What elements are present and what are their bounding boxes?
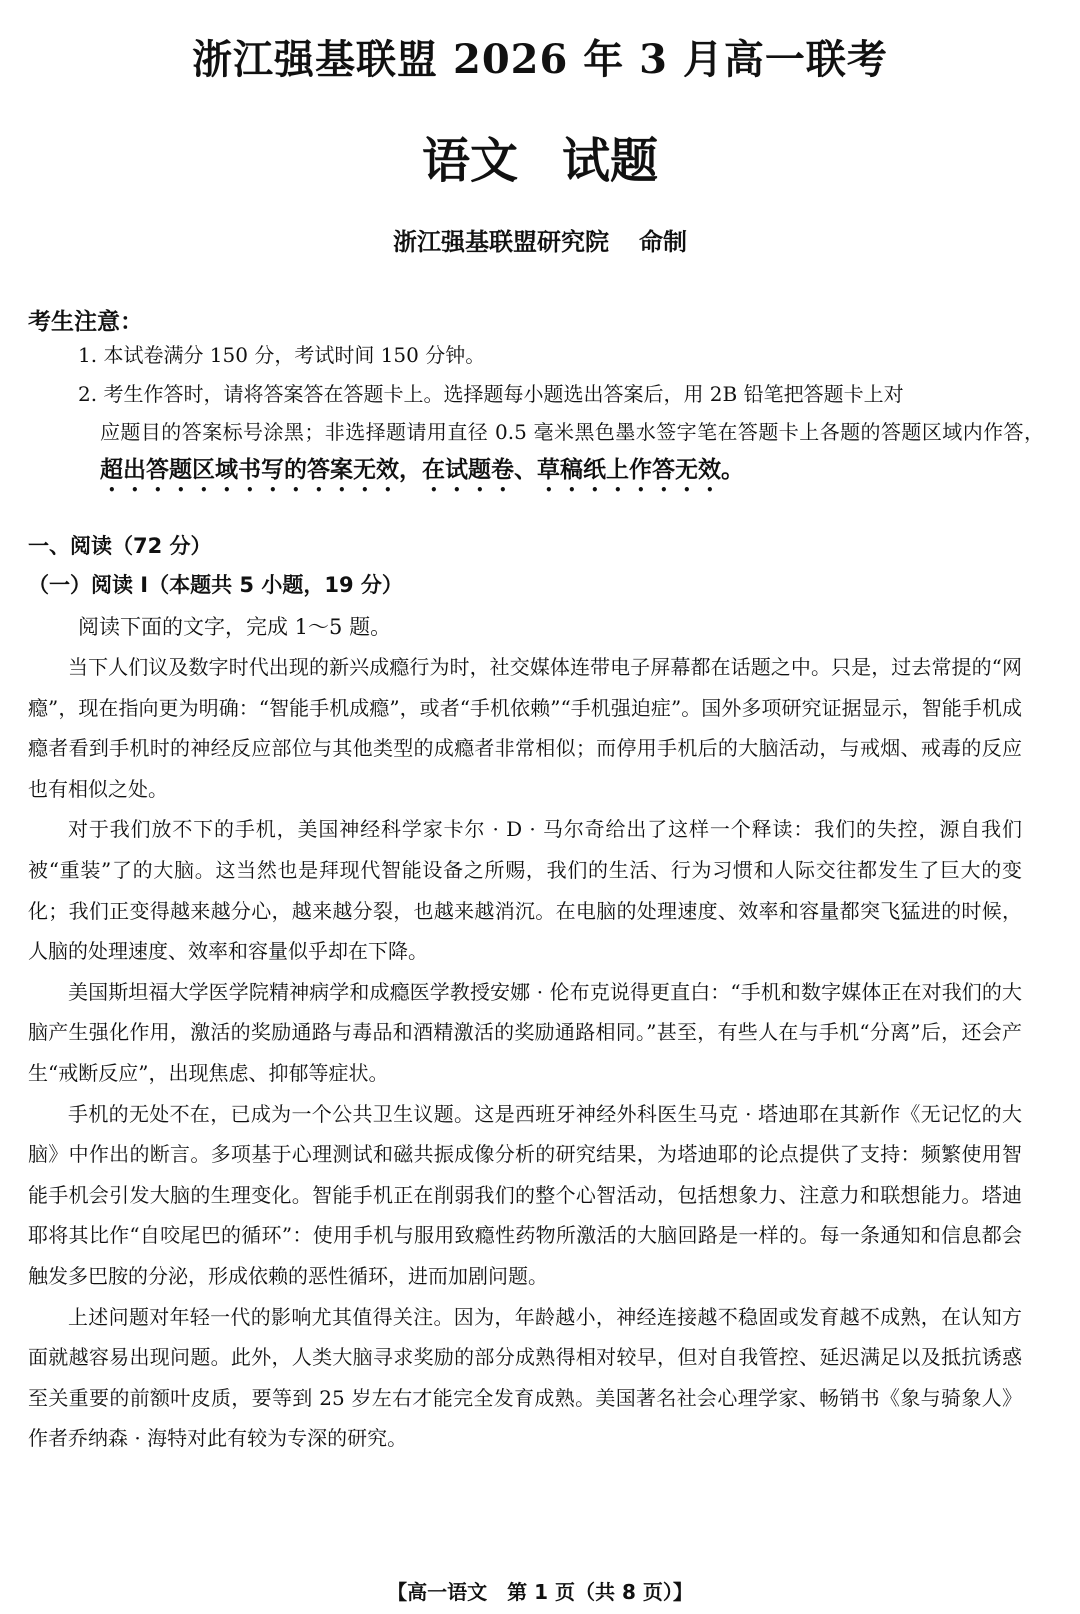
paper-label: 试题 (562, 133, 659, 189)
maker-line (0, 222, 1080, 257)
notice-emphasis: 超出答题区域书写的答案无效，在试题卷、草稿纸上作答无效。 (100, 457, 744, 483)
passage-paragraph: 上述问题对年轻一代的影响尤其值得关注。因为，年龄越小，神经连接越不稳固或发育越不成熟，在认知方面就越容易出现问题。此外，人类大脑寻求奖励的部分成熟得相对较早，但对自我管控、延迟满足以及抵抗诱惑至关重要的前额叶皮质，要等到 25 岁左右才能完全发育成熟。美国著名社会心理学家、畅销书《象与骑象人》作者乔纳森 · 海特对此有较为专深的研究。 (28, 1304, 1022, 1451)
exam-title: 浙江强基联盟 2026 年 3 月高一联考 (192, 36, 888, 83)
notice-item-1: 1. 本试卷满分 150 分，考试时间 150 分钟。 (78, 343, 486, 367)
notice-item-2 (78, 375, 1044, 497)
maker-role: 命制 (639, 228, 687, 256)
section-heading: 一、阅读（72 分） (28, 534, 212, 558)
passage-paragraph: 美国斯坦福大学医学院精神病学和成瘾医学教授安娜 · 伦布克说得更直白：“手机和数字媒体正在对我们的大脑产生强化作用，激活的奖励通路与毒品和酒精激活的奖励通路相同。”甚至，有些人在与手机“分离”后，还会产生“戒断反应”，出现焦虑、抑郁等症状。 (28, 979, 1022, 1085)
passage-paragraph: 当下人们议及数字时代出现的新兴成瘾行为时，社交媒体连带电子屏幕都在话题之中。只是，过去常提的“网瘾”，现在指向更为明确：“智能手机成瘾”，或者“手机依赖”“手机强迫症”。国外多项研究证据显示，智能手机成瘾者看到手机时的神经反应部位与其他类型的成瘾者非常相似；而停用手机后的大脑活动，与戒烟、戒毒的反应也有相似之处。 (28, 655, 1022, 801)
page-footer: 【高一语文 第 1 页（共 8 页）】 (387, 1580, 693, 1604)
passage-paragraph: 手机的无处不在，已成为一个公共卫生议题。这是西班牙神经外科医生马克 · 塔迪耶在其新作《无记忆的大脑》中作出的断言。多项基于心理测试和磁共振成像分析的研究结果，为塔迪耶的论点提供了支持：频繁使用智能手机会引发大脑的生理变化。智能手机正在削弱我们的整个心智活动，包括想象力、注意力和联想能力。塔迪耶将其比作“自咬尾巴的循环”：使用手机与服用致瘾性药物所激活的大脑回路是一样的。每一条通知和信息都会触发多巴胺的分泌，形成依赖的恶性循环，进而加剧问题。 (28, 1101, 1022, 1288)
subject-label: 语文 (421, 133, 518, 189)
notice-item-2-text: 2. 考生作答时，请将答案答在答题卡上。选择题每小题选出答案后，用 2B 铅笔把答题卡上对 (78, 382, 904, 406)
maker-org: 浙江强基联盟研究院 (393, 228, 609, 256)
notice-item-2-cont-text: 应题目的答案标号涂黑；非选择题请用直径 0.5 毫米黑色墨水签字笔在答题卡上各题的答题区域内作答， (100, 420, 1044, 444)
section-subheading: （一）阅读 Ⅰ（本题共 5 小题，19 分） (28, 573, 403, 597)
exam-subtitle (0, 122, 1080, 191)
notice-heading: 考生注意： (28, 309, 143, 335)
notice-item-2-continuation (78, 413, 1044, 497)
passage-paragraph: 对于我们放不下的手机，美国神经科学家卡尔 · D · 马尔奇给出了这样一个释读：我们的失控，源自我们被“重装”了的大脑。这当然也是拜现代智能设备之所赐，我们的生活、行为习惯和人际交往都发生了巨大的变化；我们正变得越来越分心，越来越分裂，也越来越消沉。在电脑的处理速度、效率和容量都突飞猛进的时候，人脑的处理速度、效率和容量似乎却在下降。 (28, 817, 1022, 964)
reading-passage (28, 647, 1022, 1459)
reading-instruction: 阅读下面的文字，完成 1～5 题。 (78, 615, 392, 639)
